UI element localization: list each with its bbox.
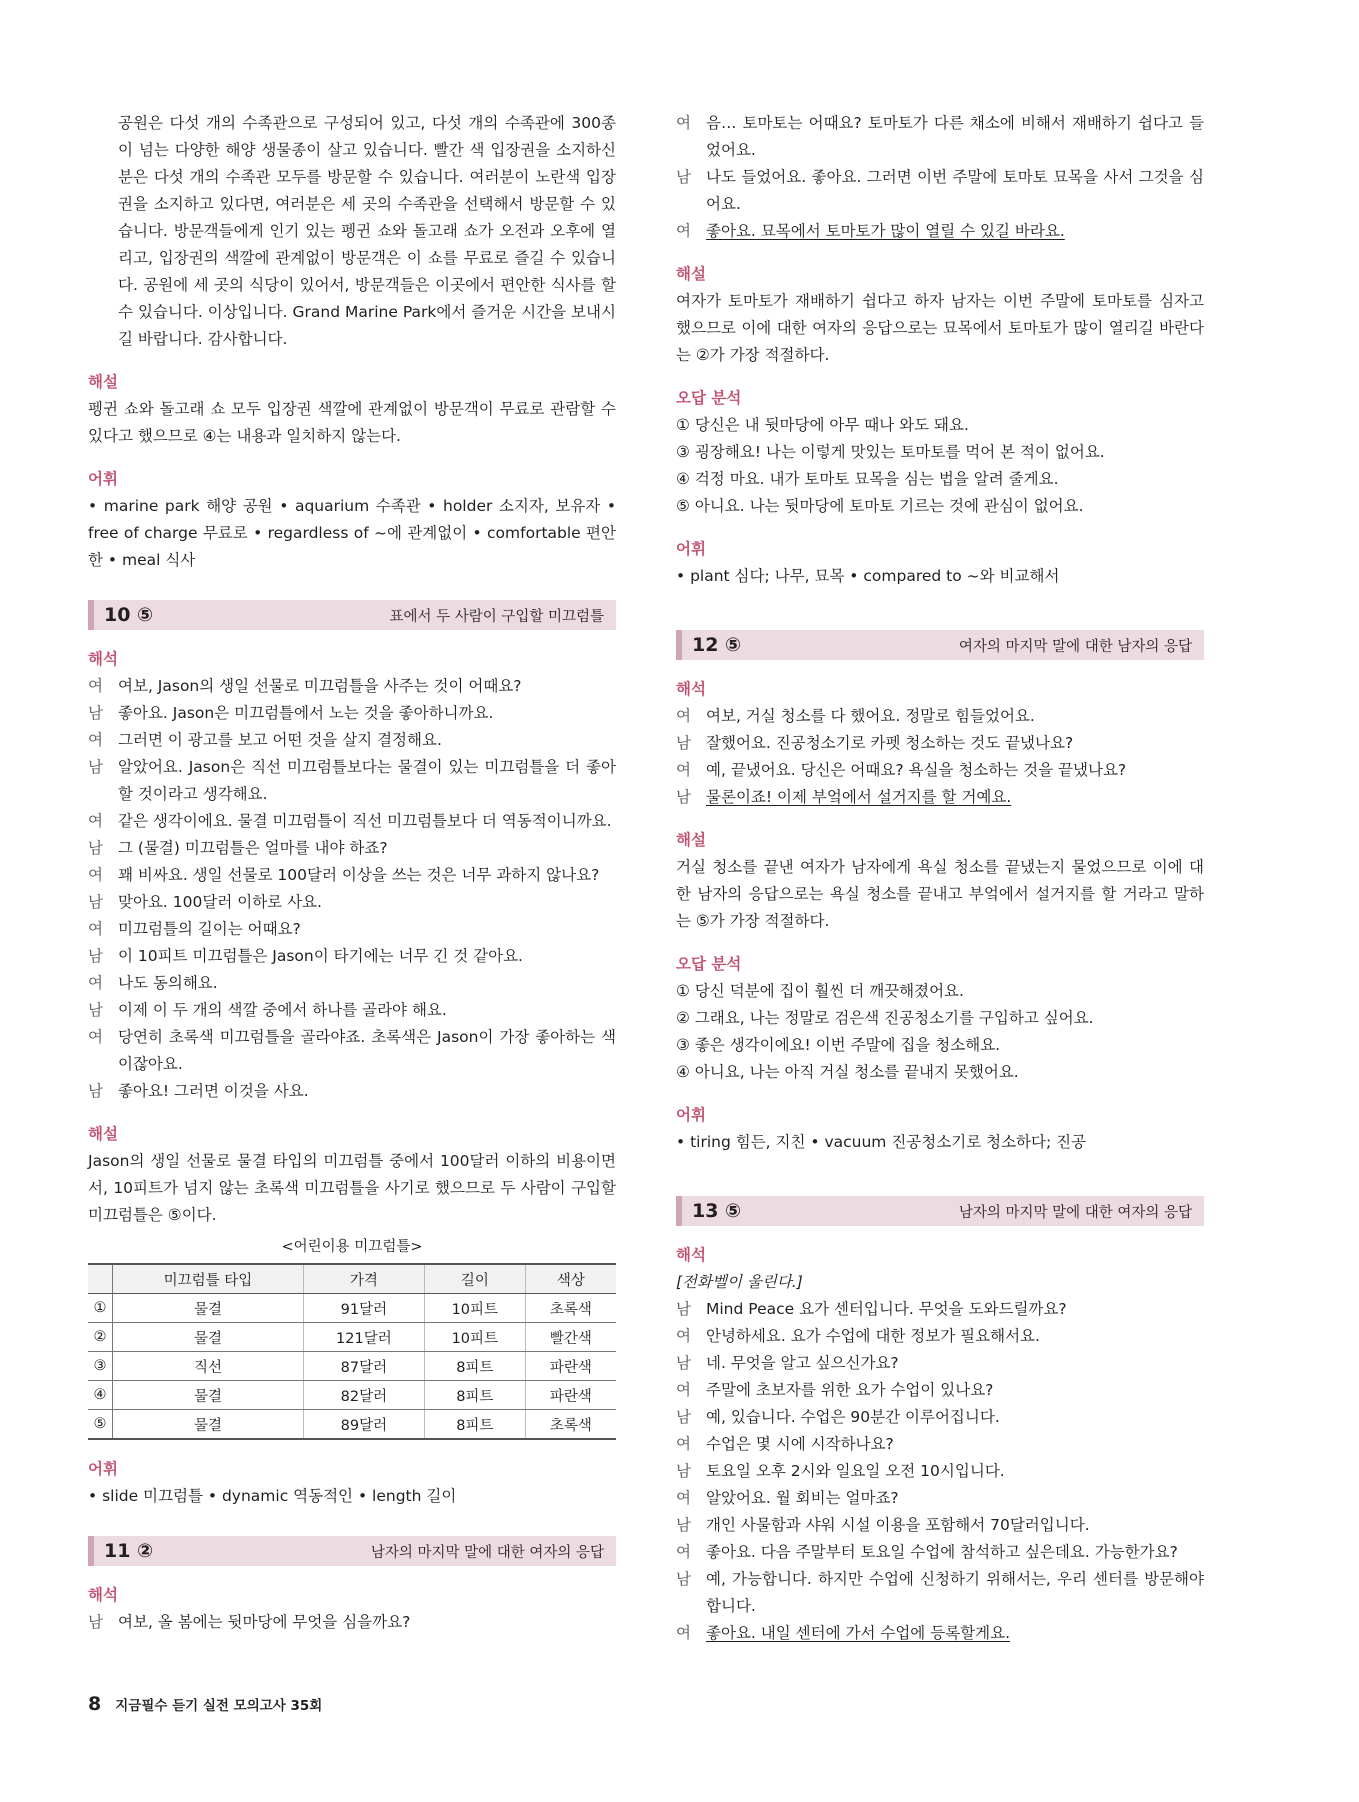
speaker-label: 여 [676,1489,691,1507]
speaker-label: 남 [676,168,691,186]
speaker-label: 남 [88,758,103,776]
dialogue-text: 미끄럼틀의 길이는 어때요? [118,920,301,938]
dialogue-line [88,700,616,727]
table-cell: 10피트 [424,1323,525,1352]
q13-header-bar [676,1196,1204,1226]
q9-explain: 펭귄 쇼와 돌고래 쇼 모두 입장권 색깔에 관계없이 방문객이 무료로 관람할 수 있다고 했으므로 ④는 내용과 일치하지 않는다. [88,400,616,445]
dialogue-text: 예, 가능합니다. 하지만 수업에 신청하기 위해서는, 우리 센터를 방문해야 합니다. [706,1570,1204,1615]
dialogue-text: 예, 끝냈어요. 당신은 어때요? 욕실을 청소하는 것을 끝냈나요? [706,761,1127,779]
slide-table [88,1263,616,1440]
q11-dialogue [88,1609,616,1636]
dialogue-line [88,673,616,700]
q12-vocab-label: 어휘 [676,1106,706,1124]
dialogue-text: 개인 사물함과 샤워 시설 이용을 포함해서 70달러입니다. [706,1516,1090,1534]
dialogue-text: 주말에 초보자를 위한 요가 수업이 있나요? [706,1381,994,1399]
book-title: 지금필수 듣기 실전 모의고사 35회 [115,1698,323,1714]
dialogue-line [88,1024,616,1078]
q13-stage-direction: [전화벨이 울린다.] [676,1273,803,1291]
table-cell: 물결 [113,1294,304,1323]
dialogue-line [676,218,1204,245]
q10-vocab-label: 어휘 [88,1460,118,1478]
dialogue-text: 예, 있습니다. 수업은 90분간 이루어집니다. [706,1408,1000,1426]
q13-title: 남자의 마지막 말에 대한 여자의 응답 [958,1204,1192,1221]
q11-title: 남자의 마지막 말에 대한 여자의 응답 [370,1544,604,1561]
table-row [88,1410,616,1440]
table-row [88,1381,616,1410]
q13-script-label: 해석 [676,1246,706,1264]
q11-header-bar [88,1536,616,1566]
wrong-option: ④ 아니요, 나는 아직 거실 청소를 끝내지 못했어요. [676,1063,1019,1081]
dialogue-line [88,835,616,862]
q12-dialogue [676,703,1204,811]
dialogue-text: 네. 무엇을 알고 싶으신가요? [706,1354,899,1372]
speaker-label: 남 [676,1516,691,1534]
table-cell: 초록색 [525,1294,616,1323]
table-cell: 87달러 [303,1352,424,1381]
speaker-label: 남 [88,839,103,857]
dialogue-line [676,110,1204,164]
q12-wrong-options [676,978,1204,1086]
dialogue-line [676,1377,1204,1404]
speaker-label: 여 [676,1327,691,1345]
speaker-label: 남 [88,704,103,722]
table-cell: 직선 [113,1352,304,1381]
dialogue-text: 알았어요. Jason은 직선 미끄럼틀보다는 물결이 있는 미끄럼틀을 더 좋아할 것이라고 생각해요. [118,758,616,803]
table-cell: 121달러 [303,1323,424,1352]
speaker-label: 남 [88,947,103,965]
dialogue-line [676,730,1204,757]
wrong-option: ② 그래요, 나는 정말로 검은색 진공청소기를 구입하고 싶어요. [676,1009,1094,1027]
dialogue-line [88,862,616,889]
q11-dialogue-continued [676,110,1204,245]
dialogue-line [676,1539,1204,1566]
dialogue-text: 여보, 거실 청소를 다 했어요. 정말로 힘들었어요. [706,707,1035,725]
speaker-label: 여 [88,866,103,884]
table-cell: 89달러 [303,1410,424,1440]
dialogue-line [676,1566,1204,1620]
table-cell: 8피트 [424,1381,525,1410]
table-cell: ① [88,1294,113,1323]
dialogue-text: 좋아요. 묘목에서 토마토가 많이 열릴 수 있길 바라요. [706,222,1065,240]
speaker-label: 남 [676,734,691,752]
speaker-label: 여 [676,761,691,779]
dialogue-line [88,916,616,943]
table-cell: 빨간색 [525,1323,616,1352]
dialogue-text: 나도 동의해요. [118,974,218,992]
speaker-label: 남 [88,1082,103,1100]
dialogue-line [88,1078,616,1105]
table-cell: ② [88,1323,113,1352]
dialogue-line [88,970,616,997]
speaker-label: 남 [88,1613,103,1631]
right-column [676,110,1204,1647]
table-row [88,1294,616,1323]
wrong-option: ① 당신 덕분에 집이 훨씬 더 깨끗해졌어요. [676,982,964,1000]
dialogue-line [676,1485,1204,1512]
table-row [88,1323,616,1352]
q11-vocab-label: 어휘 [676,540,706,558]
q12-number: 12 ⑤ [692,634,742,656]
speaker-label: 여 [88,920,103,938]
dialogue-text: 이 10피트 미끄럼틀은 Jason이 타기에는 너무 긴 것 같아요. [118,947,523,965]
dialogue-text: 음… 토마토는 어때요? 토마토가 다른 채소에 비해서 재배하기 쉽다고 들었어요. [706,114,1204,159]
speaker-label: 여 [88,677,103,695]
dialogue-line [676,703,1204,730]
dialogue-text: 이제 이 두 개의 색깔 중에서 하나를 골라야 해요. [118,1001,447,1019]
table-cell: 82달러 [303,1381,424,1410]
speaker-label: 남 [88,1001,103,1019]
dialogue-text: 물론이죠! 이제 부엌에서 설거지를 할 거예요. [706,788,1012,806]
table-cell: 물결 [113,1323,304,1352]
speaker-label: 남 [676,1300,691,1318]
dialogue-line [88,943,616,970]
q13-dialogue [676,1296,1204,1647]
speaker-label: 남 [676,1462,691,1480]
q10-title: 표에서 두 사람이 구입할 미끄럼틀 [389,608,604,625]
page-number: 8 [88,1693,102,1715]
q10-script-label: 해석 [88,650,118,668]
q11-wrong-options [676,412,1204,520]
speaker-label: 여 [88,1028,103,1046]
dialogue-line [676,1512,1204,1539]
dialogue-line [676,1350,1204,1377]
speaker-label: 여 [88,812,103,830]
table-cell: 10피트 [424,1294,525,1323]
dialogue-text: 토요일 오후 2시와 일요일 오전 10시입니다. [706,1462,1005,1480]
speaker-label: 남 [676,1354,691,1372]
q9-explain-label: 해설 [88,373,118,391]
dialogue-text: 알았어요. 월 회비는 얼마죠? [706,1489,899,1507]
q11-vocab: • plant 심다; 나무, 묘목 • compared to ~와 비교해서 [676,567,1060,585]
q11-wrong-label: 오답 분석 [676,389,742,407]
speaker-label: 여 [676,707,691,725]
dialogue-line [676,164,1204,218]
q11-explain-label: 해설 [676,265,706,283]
dialogue-line [676,784,1204,811]
dialogue-line [88,1609,616,1636]
table-header-cell: 미끄럼틀 타입 [113,1264,304,1294]
table-cell: 91달러 [303,1294,424,1323]
wrong-option: ③ 굉장해요! 나는 이렇게 맛있는 토마토를 먹어 본 적이 없어요. [676,443,1105,461]
dialogue-line [88,889,616,916]
table-header-cell: 가격 [303,1264,424,1294]
speaker-label: 여 [676,222,691,240]
table-cell: 파란색 [525,1381,616,1410]
dialogue-line [88,808,616,835]
q10-header-bar [88,600,616,630]
dialogue-text: 맞아요. 100달러 이하로 사요. [118,893,322,911]
q10-dialogue [88,673,616,1105]
speaker-label: 여 [676,1381,691,1399]
q10-explain-label: 해설 [88,1125,118,1143]
table-header-cell: 길이 [424,1264,525,1294]
dialogue-text: 그러면 이 광고를 보고 어떤 것을 살지 결정해요. [118,731,442,749]
speaker-label: 여 [676,1435,691,1453]
dialogue-text: 좋아요. Jason은 미끄럼틀에서 노는 것을 좋아하니까요. [118,704,494,722]
speaker-label: 여 [88,974,103,992]
q9-vocab: • marine park 해양 공원 • aquarium 수족관 • holder 소지자, 보유자 • free of charge 무료로 • regardless of ~에 관계없이 • comfortable 편안한 • meal 식사 [88,497,616,569]
table-cell: 8피트 [424,1352,525,1381]
table-cell: 물결 [113,1381,304,1410]
dialogue-text: 좋아요! 그러면 이것을 사요. [118,1082,309,1100]
dialogue-text: 그 (물결) 미끄럼틀은 얼마를 내야 하죠? [118,839,388,857]
wrong-option: ④ 걱정 마요. 내가 토마토 묘목을 심는 법을 알려 줄게요. [676,470,1059,488]
dialogue-line [676,1431,1204,1458]
dialogue-text: 좋아요. 다음 주말부터 토요일 수업에 참석하고 싶은데요. 가능한가요? [706,1543,1178,1561]
dialogue-line [676,1620,1204,1647]
q12-title: 여자의 마지막 말에 대한 남자의 응답 [958,638,1192,655]
q12-explain-label: 해설 [676,831,706,849]
table-cell: 8피트 [424,1410,525,1440]
table-header-cell: 색상 [525,1264,616,1294]
dialogue-text: 잘했어요. 진공청소기로 카펫 청소하는 것도 끝냈나요? [706,734,1074,752]
q12-script-label: 해석 [676,680,706,698]
dialogue-text: 안녕하세요. 요가 수업에 대한 정보가 필요해서요. [706,1327,1040,1345]
speaker-label: 여 [676,114,691,132]
dialogue-text: 나도 들었어요. 좋아요. 그러면 이번 주말에 토마토 묘목을 사서 그것을 심어요. [706,168,1204,213]
dialogue-text: 같은 생각이에요. 물결 미끄럼틀이 직선 미끄럼틀보다 더 역동적이니까요. [118,812,612,830]
dialogue-text: Mind Peace 요가 센터입니다. 무엇을 도와드릴까요? [706,1300,1067,1318]
dialogue-text: 꽤 비싸요. 생일 선물로 100달러 이상을 쓰는 것은 너무 과하지 않나요? [118,866,600,884]
q12-wrong-label: 오답 분석 [676,955,742,973]
table-cell: ⑤ [88,1410,113,1440]
table-caption: <어린이용 미끄럼틀> [281,1239,423,1255]
table-row [88,1352,616,1381]
q13-number: 13 ⑤ [692,1200,742,1222]
q12-explain: 거실 청소를 끝낸 여자가 남자에게 욕실 청소를 끝냈는지 물었으므로 이에 대한 남자의 응답으로는 욕실 청소를 끝내고 부엌에서 설거지를 할 거라고 말하는 ⑤가 가장 적절하다. [676,858,1204,930]
speaker-label: 남 [676,788,691,806]
table-header-cell [88,1264,113,1294]
q10-explain: Jason의 생일 선물로 물결 타입의 미끄럼틀 중에서 100달러 이하의 비용이면서, 10피트가 넘지 않는 초록색 미끄럼틀을 사기로 했으므로 두 사람이 구입할 미끄럼틀은 ⑤이다. [88,1152,616,1224]
q12-vocab: • tiring 힘든, 지친 • vacuum 진공청소기로 청소하다; 진공 [676,1133,1087,1151]
table-cell: 파란색 [525,1352,616,1381]
table-cell: ③ [88,1352,113,1381]
dialogue-line [676,1458,1204,1485]
table-cell: 물결 [113,1410,304,1440]
q11-explain: 여자가 토마토가 재배하기 쉽다고 하자 남자는 이번 주말에 토마토를 심자고 했으므로 이에 대한 여자의 응답으로는 묘목에서 토마토가 많이 열리길 바란다는 ②가 가장 적절하다. [676,292,1204,364]
q10-vocab: • slide 미끄럼틀 • dynamic 역동적인 • length 길이 [88,1487,457,1505]
q9-vocab-label: 어휘 [88,470,118,488]
dialogue-text: 여보, Jason의 생일 선물로 미끄럼틀을 사주는 것이 어때요? [118,677,522,695]
dialogue-text: 수업은 몇 시에 시작하나요? [706,1435,894,1453]
table-cell: 초록색 [525,1410,616,1440]
dialogue-line [88,727,616,754]
speaker-label: 남 [676,1408,691,1426]
speaker-label: 여 [676,1543,691,1561]
speaker-label: 여 [88,731,103,749]
wrong-option: ③ 좋은 생각이에요! 이번 주말에 집을 청소해요. [676,1036,1001,1054]
dialogue-line [676,1323,1204,1350]
dialogue-text: 당연히 초록색 미끄럼틀을 골라야죠. 초록색은 Jason이 가장 좋아하는 색이잖아요. [118,1028,616,1073]
dialogue-line [88,997,616,1024]
left-column [88,110,616,1636]
dialogue-text: 여보, 올 봄에는 뒷마당에 무엇을 심을까요? [118,1613,411,1631]
wrong-option: ⑤ 아니요. 나는 뒷마당에 토마토 기르는 것에 관심이 없어요. [676,497,1084,515]
q11-script-label: 해석 [88,1586,118,1604]
speaker-label: 남 [676,1570,691,1588]
dialogue-text: 좋아요. 내일 센터에 가서 수업에 등록할게요. [706,1624,1011,1642]
page-footer [88,1693,322,1715]
q10-number: 10 ⑤ [104,604,154,626]
wrong-option: ① 당신은 내 뒷마당에 아무 때나 와도 돼요. [676,416,969,434]
dialogue-line [676,757,1204,784]
dialogue-line [676,1404,1204,1431]
speaker-label: 남 [88,893,103,911]
dialogue-line [88,754,616,808]
q12-header-bar [676,630,1204,660]
q11-number: 11 ② [104,1540,154,1562]
speaker-label: 여 [676,1624,691,1642]
q9-script-continuation: 공원은 다섯 개의 수족관으로 구성되어 있고, 다섯 개의 수족관에 300종이 넘는 다양한 해양 생물종이 살고 있습니다. 빨간 색 입장권을 소지하신 분은 다섯 개의 수족관 모두를 방문할 수 있습니다. 여러분이 노란색 입장권을 소지하고 있다면, 여러분은 세 곳의 수족관을 선택해서 방문할 수 있습니다. 방문객들에게 인기 있는 펭귄 쇼와 돌고래 쇼가 오전과 오후에 열리고, 입장권의 색깔에 관계없이 방문객은 이 쇼를 무료로 즐길 수 있습니다. 공원에 세 곳의 식당이 있어서, 방문객들은 이곳에서 편안한 식사를 할 수 있습니다. 이상입니다. Grand Marine Park에서 즐거운 시간을 보내시길 바랍니다. 감사합니다. [118,114,616,348]
dialogue-line [676,1296,1204,1323]
table-cell: ④ [88,1381,113,1410]
